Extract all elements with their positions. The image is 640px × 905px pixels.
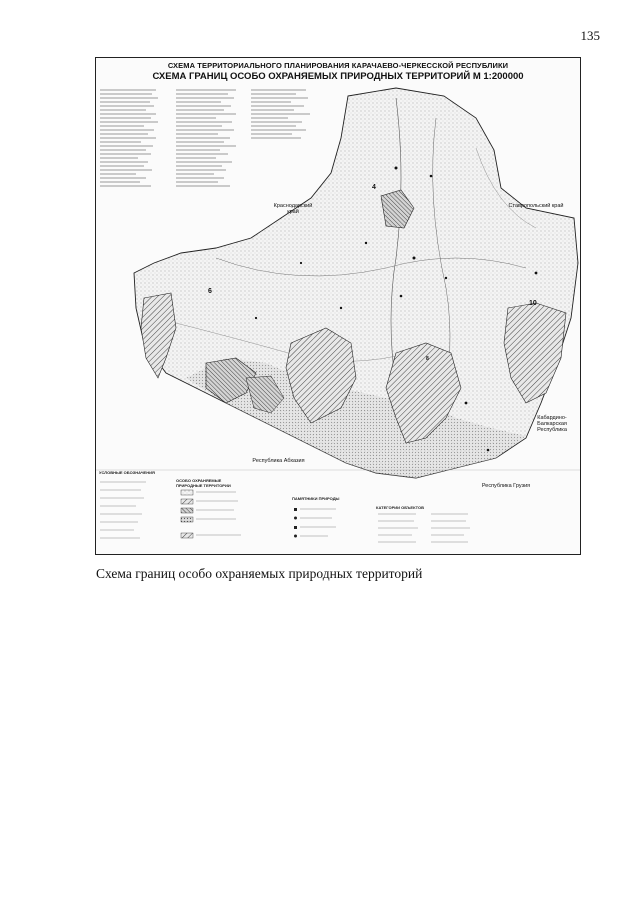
legend-objects-title: КАТЕГОРИИ ОБЪЕКТОВ [376, 505, 424, 510]
zone-number-10: 10 [529, 300, 537, 307]
protected-areas-map [95, 57, 581, 555]
label-kbr: Кабардино-Балкарская Республика [537, 415, 567, 434]
figure-caption: Схема границ особо охраняемых природных территорий [96, 566, 423, 581]
label-georgia: Республика Грузия [481, 483, 531, 489]
legend-monuments-title: ПАМЯТНИКИ ПРИРОДЫ [292, 496, 340, 501]
legend-text-lines [96, 58, 581, 555]
legend-territories-title: ОСОБО ОХРАНЯЕМЫЕ ПРИРОДНЫЕ ТЕРРИТОРИИ [176, 478, 231, 488]
legend-conventions-title: УСЛОВНЫЕ ОБОЗНАЧЕНИЯ [99, 470, 155, 475]
label-krasnodar: Краснодарский край [273, 203, 313, 216]
zone-number-4: 4 [372, 184, 376, 191]
map-title-line1: СХЕМА ТЕРРИТОРИАЛЬНОГО ПЛАНИРОВАНИЯ КАРАЧАЕВО-ЧЕРКЕССКОЙ РЕСПУБЛИКИ [167, 61, 509, 70]
zone-number-6: 6 [208, 288, 212, 295]
zone-number-8: 8 [426, 356, 429, 362]
label-stavropol: Ставропольский край [508, 203, 564, 209]
label-abkhazia: Республика Абхазия [252, 458, 305, 464]
page-number: 135 [580, 28, 600, 43]
map-title-line2: СХЕМА ГРАНИЦ ОСОБО ОХРАНЯЕМЫХ ПРИРОДНЫХ ТЕРРИТОРИЙ М 1:200000 [152, 71, 524, 82]
